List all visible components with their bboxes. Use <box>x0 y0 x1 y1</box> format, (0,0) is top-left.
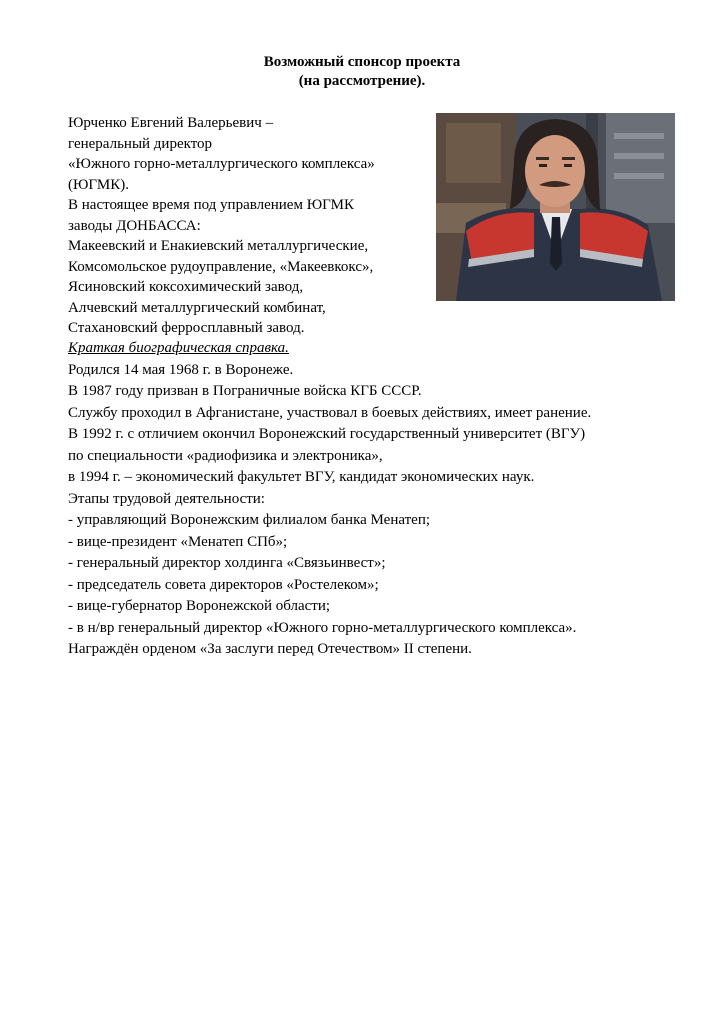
biography-line: В 1992 г. с отличием окончил Воронежский государственный университет (ВГУ) <box>68 426 586 442</box>
biography-line: в 1994 г. – экономический факультет ВГУ, кандидат экономических наук. <box>68 469 535 485</box>
biography-line: Службу проходил в Афганистане, участвовал в боевых действиях, имеет ранение. <box>68 404 592 421</box>
biography-line: - вице-президент «Менатеп СПб»; <box>68 533 288 550</box>
biography-line: Награждён орденом «За заслуги перед Отечеством» II степени. <box>68 641 472 657</box>
intro-line: Юрченко Евгений Валерьевич – <box>68 115 274 131</box>
biography-line: Этапы трудовой деятельности: <box>68 490 265 507</box>
intro-line: Макеевский и Енакиевский металлургические, <box>68 238 369 254</box>
intro-line: Ясиновский коксохимический завод, <box>68 279 304 295</box>
intro-paragraph <box>68 113 433 339</box>
intro-line: заводы ДОНБАССА: <box>68 217 201 234</box>
biography-section <box>68 338 708 661</box>
intro-line: Комсомольское рудоуправление, «Макеевкокс», <box>68 258 374 275</box>
intro-line: Стахановский ферросплавный завод. <box>68 320 305 336</box>
portrait-illustration <box>436 113 675 301</box>
biography-line: В 1987 году призван в Пограничные войска КГБ СССР. <box>68 383 422 399</box>
portrait-photo <box>436 113 675 301</box>
biography-line: - управляющий Воронежским филиалом банка Менатеп; <box>68 512 431 528</box>
biography-line: по специальности «радиофизика и электроника», <box>68 447 383 464</box>
title-line-1: Возможный спонсор проекта <box>263 54 461 70</box>
biography-line: - вице-губернатор Воронежской области; <box>68 598 331 614</box>
biography-heading: Краткая биографическая справка. <box>68 340 289 356</box>
intro-line: В настоящее время под управлением ЮГМК <box>68 197 354 213</box>
intro-line: «Южного горно-металлургического комплекса» <box>68 156 375 172</box>
title-line-2: (на рассмотрение). <box>298 73 426 89</box>
biography-line: Родился 14 мая 1968 г. в Воронеже. <box>68 361 294 378</box>
intro-line: генеральный директор <box>68 135 213 152</box>
biography-line: - генеральный директор холдинга «Связьинвест»; <box>68 555 386 571</box>
biography-line: - председатель совета директоров «Ростелеком»; <box>68 576 379 593</box>
intro-line: Алчевский металлургический комбинат, <box>68 299 326 316</box>
biography-line: - в н/вр генеральный директор «Южного горно-металлургического комплекса». <box>68 619 577 636</box>
intro-line: (ЮГМК). <box>68 176 129 193</box>
document-title <box>0 53 724 91</box>
